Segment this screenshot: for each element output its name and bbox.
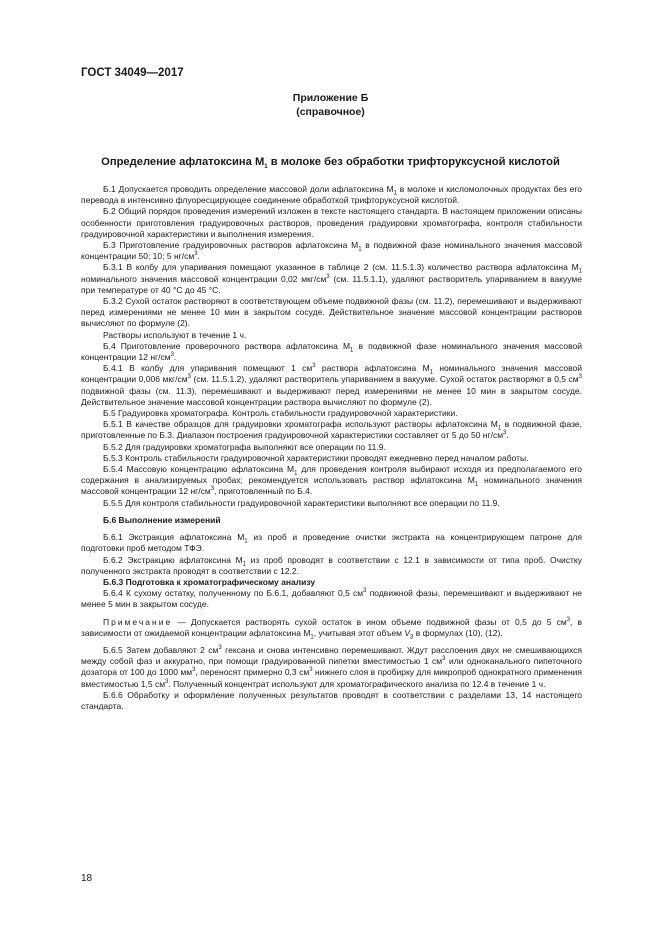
paragraph-b5-4: Б.5.4 Массовую концентрацию афлатоксина $М_1$ для проведения контроля выбирают исходя из предполагаемого его содержания в анализируемых пробах; рекомендуется использовать раствор афлатоксина $М_1$ номинального значения массовой концентрации 12 $нг/см^3$, приготовленный по Б.4. (81, 464, 582, 497)
subsection-heading-b6: Б.6 Выполнение измерений (103, 514, 221, 525)
paragraph-b6-6: Б.6.6 Обработку и оформление полученных результатов проводят в соответствии с разделами 13, 14 настоящего стандарта. (81, 689, 582, 711)
page-number: 18 (81, 873, 93, 884)
paragraph-b5-3: Б.5.3 Контроль стабильности градуировочной характеристики проводят ежедневно перед началом работы. (103, 452, 529, 463)
subsection-heading-b6-3: Б.6.3 Подготовка к хроматографическому анализу (103, 576, 316, 587)
paragraph-b6-5: Б.6.5 Затем добавляют 2 $см^3$ гексана и снова интенсивно перемешивают. Ждут расслоения двух не смешивающихся между собой фаз и аккуратно, при помощи градуированной пипетки вместимостью 1 $см^3$ или одноканального пипеточного дозатора от 100 до 1000 $мм^3$, переносят примерно 0,3 $см^3$ нижнего слоя в пробирку для микропроб однократного применения вместимостью 1,5 $см^3$. Полученный концентрат используют для хроматографического анализа по 12.4 в течение 1 ч. (81, 644, 582, 689)
paragraph-b5: Б.5 Градуировка хроматографа. Контроль стабильности градуировочной характеристики. (103, 408, 458, 419)
paragraph-b4-1: Б.4.1 В колбу для упаривания помещают 1 $см^3$ раствора афлатоксина $М_1$ номинального значения массовой концентрации 0,006 мкг/$см^3$ (см. 11.5.1.2), удаляют растворитель упариванием в вакууме. Сухой остаток растворяют в 0,5 $см^3$ подвижной фазы (см. 11.3), перемешивают и выдерживают перед измерениями не менее 10 мин в закрытом сосуде. Действительное значение массовой концентрации раствора вычисляют по формуле (2). (81, 363, 583, 407)
paragraph-b4: Б.4 Приготовление проверочного раствора афлатоксина $М_1$ в подвижной фазе номинального значения массовой концентрации 12 $нг/см^3$. (81, 340, 582, 363)
note: Примечание — Допускается растворять сухой остаток в ином объеме подвижной фазы от 0,5 до 5 $см^3$, в зависимости от ожидаемой концентрации афлатоксина $М_1$, учитывая этот объем $V_3$ в формулах (10), (12). (81, 616, 582, 641)
document-body (81, 184, 582, 712)
paragraph-b2: Б.2 Общий порядок проведения измерений изложен в тексте настоящего стандарта. В настоящем приложении описаны особенности приготовления градуировочных растворов, проведения градуировки хроматографа, контроля стабильности градуировочной характеристики и выполнения измерения. (81, 206, 582, 239)
paragraph-b6-1: Б.6.1 Экстракция афлатоксина $М_1$ из проб и проведение очистки экстракта на концентрирующем патроне для подготовки проб методом ТФЭ. (81, 532, 582, 554)
paragraph-b6-2: Б.6.2 Экстракцию афлатоксина $М_1$ из проб проводят в соответствии с 12.1 в зависимости от типа проб. Очистку полученного экстракта проводят в соответствии с 12.2. (81, 554, 582, 576)
paragraph-b3-1: Б.3.1 В колбу для упаривания помещают указанное в таблице 2 (см. 11.5.1.3) количество раствора афлатоксина $М_1$ номинального значения массовой концентрации 0,02 мкг/$см^3$ (см. 11.5.1.1), удаляют растворитель упариванием в вакууме при температуре от 40 °С до 45 °С. (81, 262, 583, 295)
paragraph-b1: Б.1 Допускается проводить определение массовой доли афлатоксина $М_1$ в молоке и кисломолочных продуктах без его перевода в интенсивно флуоресцирующее соединение обработкой трифторуксусной кислотой. (81, 184, 583, 206)
document-code: ГОСТ 34049—2017 (81, 67, 184, 79)
paragraph-b3: Б.3 Приготовление градуировочных растворов афлатоксина $М_1$ в подвижной фазе номинального значения массовой концентрации 50; 10; 5 $нг/см^3$. (81, 240, 582, 262)
paragraph-b5-5: Б.5.5 Для контроля стабильности градуировочной характеристики выполняют все операции по 11.9. (103, 497, 500, 508)
note-label: Примечание (103, 616, 173, 627)
paragraph-solutions-usage: Растворы используют в течение 1 ч. (103, 329, 247, 340)
paragraph-b5-1: Б.5.1 В качестве образцов для градуировки хроматографа используют растворы афлатоксина $М_1$ в подвижной фазе, приготовленные по Б.3. Диапазон построения градуировочной характеристики составляет от 5 до 50 $нг/см^3$. (81, 419, 582, 441)
annex-subtitle: (справочное) (296, 106, 365, 118)
paragraph-b5-2: Б.5.2 Для градуировки хроматографа выполняют все операции по 11.9. (103, 441, 386, 452)
section-title: Определение афлатоксина $М_1$ в молоке без обработки трифторуксусной кислотой (101, 156, 560, 171)
paragraph-b6-4: Б.6.4 К сухому остатку, полученному по Б.6.1, добавляют 0,5 $см^3$ подвижной фазы, перемешивают и выдерживают не менее 5 мин в закрытом сосуде. (81, 588, 582, 610)
annex-title: Приложение Б (292, 92, 369, 104)
paragraph-b3-2: Б.3.2 Сухой остаток растворяют в соответствующем объеме подвижной фазы (см. 11.2), перемешивают и выдерживают перед измерениями не менее 10 мин в закрытом сосуде. Действительное значение массовой концентрации растворов вычисляют по формуле (2). (81, 296, 582, 329)
annex-heading (0, 91, 661, 119)
